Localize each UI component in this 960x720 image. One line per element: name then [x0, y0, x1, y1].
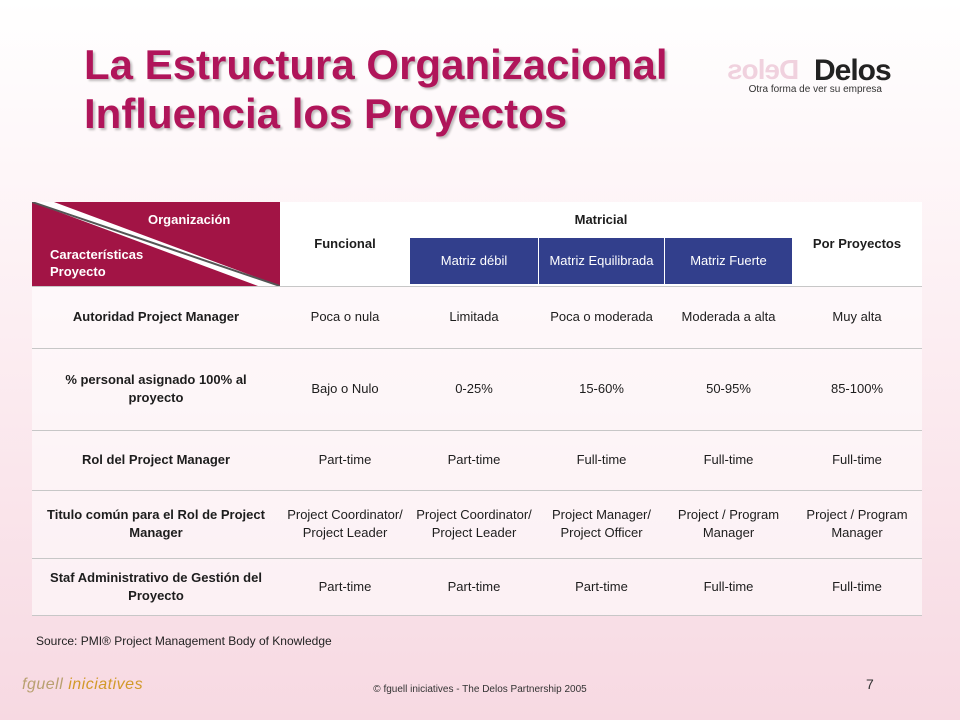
- delos-logo: [718, 48, 891, 100]
- cell-autoridad-proyectos: Muy alta: [832, 309, 882, 324]
- corner-caracteristicas-line1: Características: [50, 247, 144, 262]
- row-label-rol: Rol del Project Manager: [81, 452, 231, 467]
- cell-personal-fuerte: 50-95%: [706, 381, 751, 396]
- row-label-titulo: Titulo común para el Rol de Project Manager: [47, 507, 265, 540]
- cell-titulo-equilibrada: Project Manager/ Project Officer: [552, 507, 651, 540]
- cell-staf-funcional: Part-time: [318, 579, 372, 594]
- cell-staf-debil: Part-time: [447, 579, 501, 594]
- cell-personal-funcional: Bajo o Nulo: [311, 381, 379, 396]
- cell-titulo-debil: Project Coordinator/ Project Leader: [416, 507, 532, 540]
- slide-title: [84, 40, 724, 138]
- fguell-logo-part2: iniciatives: [68, 676, 144, 693]
- footer-copyright: © fguell iniciatives - The Delos Partnership 2005: [373, 684, 587, 695]
- cell-rol-fuerte: Full-time: [703, 452, 754, 467]
- page-number: 7: [866, 676, 874, 692]
- fguell-logo-part1: fguell: [22, 676, 64, 693]
- cell-personal-equilibrada: 15-60%: [579, 381, 624, 396]
- row-label-personal: % personal asignado 100% al proyecto: [65, 372, 247, 405]
- cell-rol-proyectos: Full-time: [832, 452, 882, 467]
- cell-titulo-proyectos: Project / Program Manager: [806, 507, 908, 540]
- cell-staf-proyectos: Full-time: [832, 579, 882, 594]
- corner-header: [32, 202, 280, 286]
- comparison-table: [32, 202, 922, 616]
- title-line-1: La Estructura Organizacional: [84, 41, 668, 88]
- cell-autoridad-fuerte: Moderada a alta: [681, 309, 776, 324]
- logo-name: Delos: [814, 54, 891, 87]
- subheader-matriz-debil: Matriz débil: [410, 238, 538, 284]
- header-funcional: Funcional: [314, 236, 376, 251]
- header-matricial: Matricial: [574, 212, 628, 227]
- source-note: Source: PMI® Project Management Body of Knowledge: [36, 634, 332, 648]
- corner-organizacion: Organización: [148, 212, 231, 227]
- subheader-matriz-fuerte: Matriz Fuerte: [665, 238, 792, 284]
- subheader-matriz-equilibrada: Matriz Equilibrada: [538, 238, 665, 284]
- cell-autoridad-funcional: Poca o nula: [310, 309, 380, 324]
- cell-autoridad-equilibrada: Poca o moderada: [550, 309, 653, 324]
- logo-tagline: Otra forma de ver su empresa: [748, 84, 882, 95]
- cell-autoridad-debil: Limitada: [449, 309, 499, 324]
- cell-staf-equilibrada: Part-time: [575, 579, 628, 594]
- logo-reflection: Delos: [728, 54, 800, 85]
- header-por-proyectos: Por Proyectos: [812, 236, 902, 251]
- corner-caracteristicas: [50, 246, 143, 280]
- title-line-2: Influencia los Proyectos: [84, 90, 568, 137]
- cell-rol-funcional: Part-time: [318, 452, 372, 467]
- cell-staf-fuerte: Full-time: [703, 579, 754, 594]
- cell-personal-proyectos: 85-100%: [830, 381, 884, 396]
- cell-titulo-fuerte: Project / Program Manager: [677, 507, 780, 540]
- logo-wordmark: [814, 54, 891, 88]
- row-label-staf: Staf Administrativo de Gestión del Proyecto: [50, 570, 262, 603]
- row-label-autoridad: Autoridad Project Manager: [72, 309, 240, 324]
- corner-caracteristicas-line2: Proyecto: [50, 264, 106, 279]
- cell-titulo-funcional: Project Coordinator/ Project Leader: [287, 507, 403, 540]
- cell-rol-debil: Part-time: [447, 452, 501, 467]
- cell-rol-equilibrada: Full-time: [576, 452, 627, 467]
- cell-personal-debil: 0-25%: [455, 381, 493, 396]
